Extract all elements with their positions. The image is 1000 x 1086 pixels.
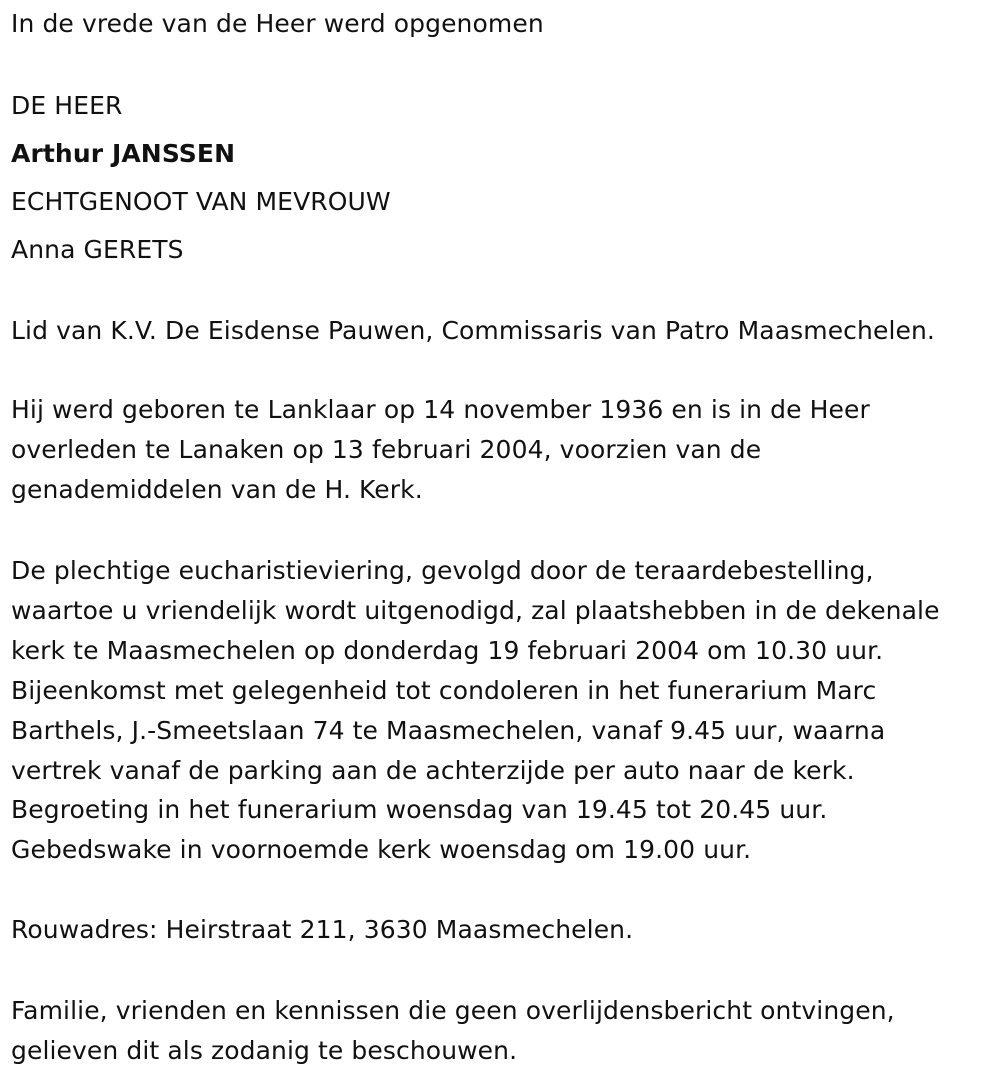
deceased-name: Arthur JANSSEN: [11, 139, 236, 168]
birth-death-line: Hij werd geboren te Lanklaar op 14 november 1936 en is in de Heer: [11, 395, 870, 424]
birth-death-line: genademiddelen van de H. Kerk.: [11, 475, 423, 504]
ceremony-line: De plechtige eucharistieviering, gevolgd door de teraardebestelling,: [11, 556, 874, 585]
intro-line: In de vrede van de Heer werd opgenomen: [11, 9, 544, 38]
salutation: DE HEER: [11, 91, 123, 120]
ceremony-line: Gebedswake in voornoemde kerk woensdag om 19.00 uur.: [11, 835, 752, 864]
ceremony-line: vertrek vanaf de parking aan de achterzijde per auto naar de kerk.: [11, 756, 855, 785]
closing-line: Familie, vrienden en kennissen die geen overlijdensbericht ontvingen,: [11, 996, 895, 1025]
ceremony-line: Begroeting in het funerarium woensdag van 19.45 tot 20.45 uur.: [11, 795, 828, 824]
closing-line: gelieven dit als zodanig te beschouwen.: [11, 1036, 518, 1065]
mourning-address: Rouwadres: Heirstraat 211, 3630 Maasmechelen.: [11, 915, 634, 944]
spouse-name: Anna GERETS: [11, 235, 184, 264]
spouse-label: ECHTGENOOT VAN MEVROUW: [11, 187, 391, 216]
birth-death-line: overleden te Lanaken op 13 februari 2004, voorzien van de: [11, 435, 762, 464]
ceremony-line: waartoe u vriendelijk wordt uitgenodigd, zal plaatshebben in de dekenale: [11, 596, 940, 625]
membership-line: Lid van K.V. De Eisdense Pauwen, Commissaris van Patro Maasmechelen.: [11, 316, 935, 345]
ceremony-line: Barthels, J.-Smeetslaan 74 te Maasmechelen, vanaf 9.45 uur, waarna: [11, 716, 886, 745]
ceremony-line: Bijeenkomst met gelegenheid tot condoleren in het funerarium Marc: [11, 676, 877, 705]
ceremony-line: kerk te Maasmechelen op donderdag 19 februari 2004 om 10.30 uur.: [11, 636, 884, 665]
